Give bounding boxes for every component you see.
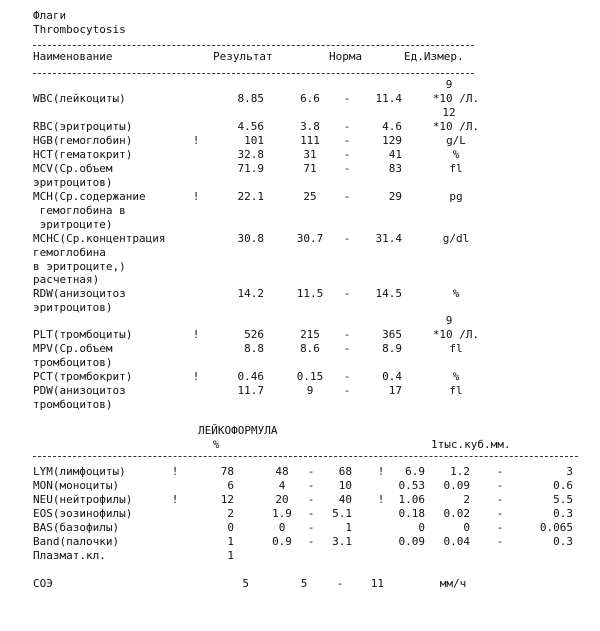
leuko-name: EOS(эозинофилы) (33, 507, 133, 520)
leuko-norm-low: 20 (275, 493, 289, 506)
abnormal-flag: ! (171, 465, 179, 478)
norm-dash: - (496, 521, 504, 534)
esr-result: 5 (242, 577, 249, 590)
separator-line (33, 456, 578, 457)
leuko-norm-low: 0 (278, 521, 286, 534)
leuko-name: Плазмат.кл. (33, 549, 106, 562)
leuko-norm-high: 1 (345, 521, 352, 534)
test-name: PCT(тромбокрит) (33, 370, 133, 383)
norm-dash: - (307, 535, 315, 548)
leuko-percent: 0 (227, 521, 234, 534)
leuko-absolute: 1.06 (398, 493, 425, 506)
norm-low: 6.6 (300, 92, 320, 105)
test-name: PDW(анизоцитоз (33, 384, 126, 397)
norm-low: 3.8 (300, 120, 320, 133)
leuko-absolute: 0 (418, 521, 425, 534)
col-header-name: Наименование (33, 50, 113, 63)
test-name: WBC(лейкоциты) (33, 92, 126, 105)
leuko-norm-low: 4 (278, 479, 286, 492)
col-header-result: Результат (213, 50, 273, 63)
leuko-norm-high: 5.1 (332, 507, 352, 520)
abs-norm-high: 0.3 (553, 535, 573, 548)
norm-dash: - (343, 232, 351, 245)
test-unit: *10 /Л. (432, 328, 480, 341)
abs-norm-high: 0.3 (553, 507, 573, 520)
abs-abnormal-flag: ! (377, 493, 385, 506)
leuko-norm-low: 48 (275, 465, 289, 478)
abs-norm-high: 0.065 (539, 521, 573, 534)
abs-norm-high: 5.5 (553, 493, 573, 506)
abs-norm-low: 0.04 (443, 535, 470, 548)
norm-high: 31.4 (375, 232, 402, 245)
norm-low: 111 (300, 134, 320, 147)
norm-dash: - (307, 493, 315, 506)
test-result: 101 (244, 134, 264, 147)
test-result: 71.9 (237, 162, 264, 175)
leuko-absolute: 6.9 (405, 465, 425, 478)
leuko-name: LYM(лимфоциты) (33, 465, 126, 478)
test-unit: g/dl (442, 232, 470, 245)
unit-exponent: 9 (445, 314, 453, 327)
test-name: расчетная) (33, 273, 100, 287)
norm-low: 31 (303, 148, 317, 161)
leuko-percent: 1 (227, 549, 234, 562)
test-unit: pg (449, 190, 463, 203)
norm-dash: - (343, 287, 351, 300)
norm-dash: - (343, 342, 351, 355)
norm-low: 11.5 (296, 287, 324, 300)
leuko-percent: 6 (227, 479, 234, 492)
leuko-norm-high: 10 (338, 479, 352, 492)
norm-dash: - (343, 162, 351, 175)
esr-name: СОЭ (33, 577, 53, 590)
test-name: HGB(гемоглобин) (33, 134, 133, 147)
norm-low: 215 (300, 328, 320, 341)
test-result: 22.1 (237, 190, 264, 203)
test-name: RDW(анизоцитоз (33, 287, 126, 300)
norm-low: 9 (306, 384, 314, 397)
absolute-unit-header: 1тыс.куб.мм. (431, 438, 511, 451)
leuko-absolute: 0.09 (398, 535, 425, 548)
abs-norm-low: 0 (463, 521, 470, 534)
leuko-percent: 2 (227, 507, 234, 520)
separator-line (33, 45, 474, 46)
norm-high: 365 (382, 328, 402, 341)
norm-dash: - (343, 328, 351, 341)
test-result: 30.8 (237, 232, 264, 245)
abnormal-flag: ! (192, 134, 200, 147)
leuko-norm-high: 3.1 (332, 535, 352, 548)
esr-unit: мм/ч (439, 577, 467, 590)
test-name: эритроците) (33, 217, 113, 231)
test-unit: *10 /Л. (432, 92, 480, 105)
test-unit: fl (449, 384, 463, 397)
leuko-norm-high: 40 (338, 493, 352, 506)
norm-dash: - (496, 465, 504, 478)
leuko-absolute: 0.53 (398, 479, 425, 492)
test-name: эритроцитов) (33, 300, 113, 314)
norm-dash: - (496, 535, 504, 548)
test-unit: % (452, 148, 460, 161)
test-name: в эритроците,) (33, 259, 126, 273)
test-name: гемоглобина в (33, 203, 126, 217)
leukoformula-title: ЛЕЙКОФОРМУЛА (198, 424, 278, 437)
norm-dash: - (307, 521, 315, 534)
norm-dash: - (343, 148, 351, 161)
test-name: тромбоцитов) (33, 397, 113, 411)
norm-dash: - (496, 507, 504, 520)
test-name: MCH(Ср.содержание (33, 190, 146, 203)
norm-dash: - (343, 370, 351, 383)
norm-high: 17 (388, 384, 402, 397)
test-name: MCHC(Ср.концентрация (33, 232, 166, 245)
unit-exponent: 12 (442, 106, 456, 119)
norm-high: 41 (388, 148, 402, 161)
leuko-name: BAS(базофилы) (33, 521, 120, 534)
test-name: HCT(гематокрит) (33, 148, 133, 161)
leuko-name: Band(палочки) (33, 535, 120, 548)
test-unit: % (452, 287, 460, 300)
flags-label: Флаги (33, 9, 67, 22)
norm-dash: - (307, 479, 315, 492)
col-header-norm: Норма (329, 50, 363, 63)
test-result: 8.85 (237, 92, 264, 105)
norm-dash: - (336, 577, 344, 590)
abs-abnormal-flag: ! (377, 465, 385, 478)
norm-dash: - (343, 134, 351, 147)
test-unit: g/L (446, 134, 466, 147)
norm-dash: - (343, 92, 351, 105)
norm-dash: - (496, 493, 504, 506)
norm-dash: - (343, 120, 351, 133)
norm-high: 4.6 (382, 120, 402, 133)
test-name: MPV(Ср.объем (33, 342, 113, 355)
test-name: MCV(Ср.объем (33, 162, 113, 175)
leuko-percent: 78 (220, 465, 234, 478)
leuko-norm-low: 1.9 (272, 507, 292, 520)
leuko-name: MON(моноциты) (33, 479, 120, 492)
norm-high: 8.9 (382, 342, 402, 355)
test-result: 526 (244, 328, 264, 341)
norm-low: 0.15 (296, 370, 324, 383)
norm-high: 11.4 (375, 92, 402, 105)
abnormal-flag: ! (171, 493, 179, 506)
test-unit: % (452, 370, 460, 383)
leuko-norm-high: 68 (338, 465, 352, 478)
leuko-percent: 12 (220, 493, 234, 506)
test-result: 11.7 (237, 384, 264, 397)
norm-high: 14.5 (375, 287, 402, 300)
norm-dash: - (307, 507, 315, 520)
norm-dash: - (496, 479, 504, 492)
esr-norm-low: 5 (300, 577, 308, 590)
abs-norm-low: 2 (463, 493, 470, 506)
test-unit: fl (449, 162, 463, 175)
test-unit: *10 /Л. (432, 120, 480, 133)
abnormal-flag: ! (192, 370, 200, 383)
leuko-percent: 1 (227, 535, 234, 548)
unit-exponent: 9 (445, 78, 453, 91)
test-result: 4.56 (237, 120, 264, 133)
test-unit: fl (449, 342, 463, 355)
test-name: RBC(эритроциты) (33, 120, 133, 133)
abs-norm-high: 3 (566, 465, 573, 478)
test-name: тромбоцитов) (33, 355, 113, 369)
leuko-norm-low: 0.9 (272, 535, 292, 548)
norm-high: 83 (388, 162, 402, 175)
flags-value: Thrombocytosis (33, 23, 126, 36)
abs-norm-low: 0.02 (443, 507, 470, 520)
abs-norm-low: 1.2 (450, 465, 470, 478)
norm-low: 71 (303, 162, 317, 175)
separator-line (33, 73, 474, 74)
norm-dash: - (343, 384, 351, 397)
norm-high: 29 (388, 190, 402, 203)
norm-low: 30.7 (296, 232, 324, 245)
leuko-absolute: 0.18 (398, 507, 425, 520)
abnormal-flag: ! (192, 328, 200, 341)
test-result: 32.8 (237, 148, 264, 161)
norm-low: 8.6 (300, 342, 320, 355)
abs-norm-high: 0.6 (553, 479, 573, 492)
norm-dash: - (343, 190, 351, 203)
norm-high: 129 (382, 134, 402, 147)
norm-low: 25 (303, 190, 317, 203)
percent-header: % (212, 438, 220, 451)
norm-high: 0.4 (382, 370, 402, 383)
abnormal-flag: ! (192, 190, 200, 203)
col-header-unit: Ед.Измер. (404, 50, 464, 63)
leuko-name: NEU(нейтрофилы) (33, 493, 133, 506)
esr-norm-high: 11 (370, 577, 384, 590)
test-name: гемоглобина (33, 245, 106, 259)
test-name: эритроцитов) (33, 175, 113, 189)
test-result: 0.46 (237, 370, 264, 383)
norm-dash: - (307, 465, 315, 478)
abs-norm-low: 0.09 (443, 479, 470, 492)
test-result: 14.2 (237, 287, 264, 300)
test-result: 8.8 (244, 342, 264, 355)
test-name: PLT(тромбоциты) (33, 328, 133, 341)
